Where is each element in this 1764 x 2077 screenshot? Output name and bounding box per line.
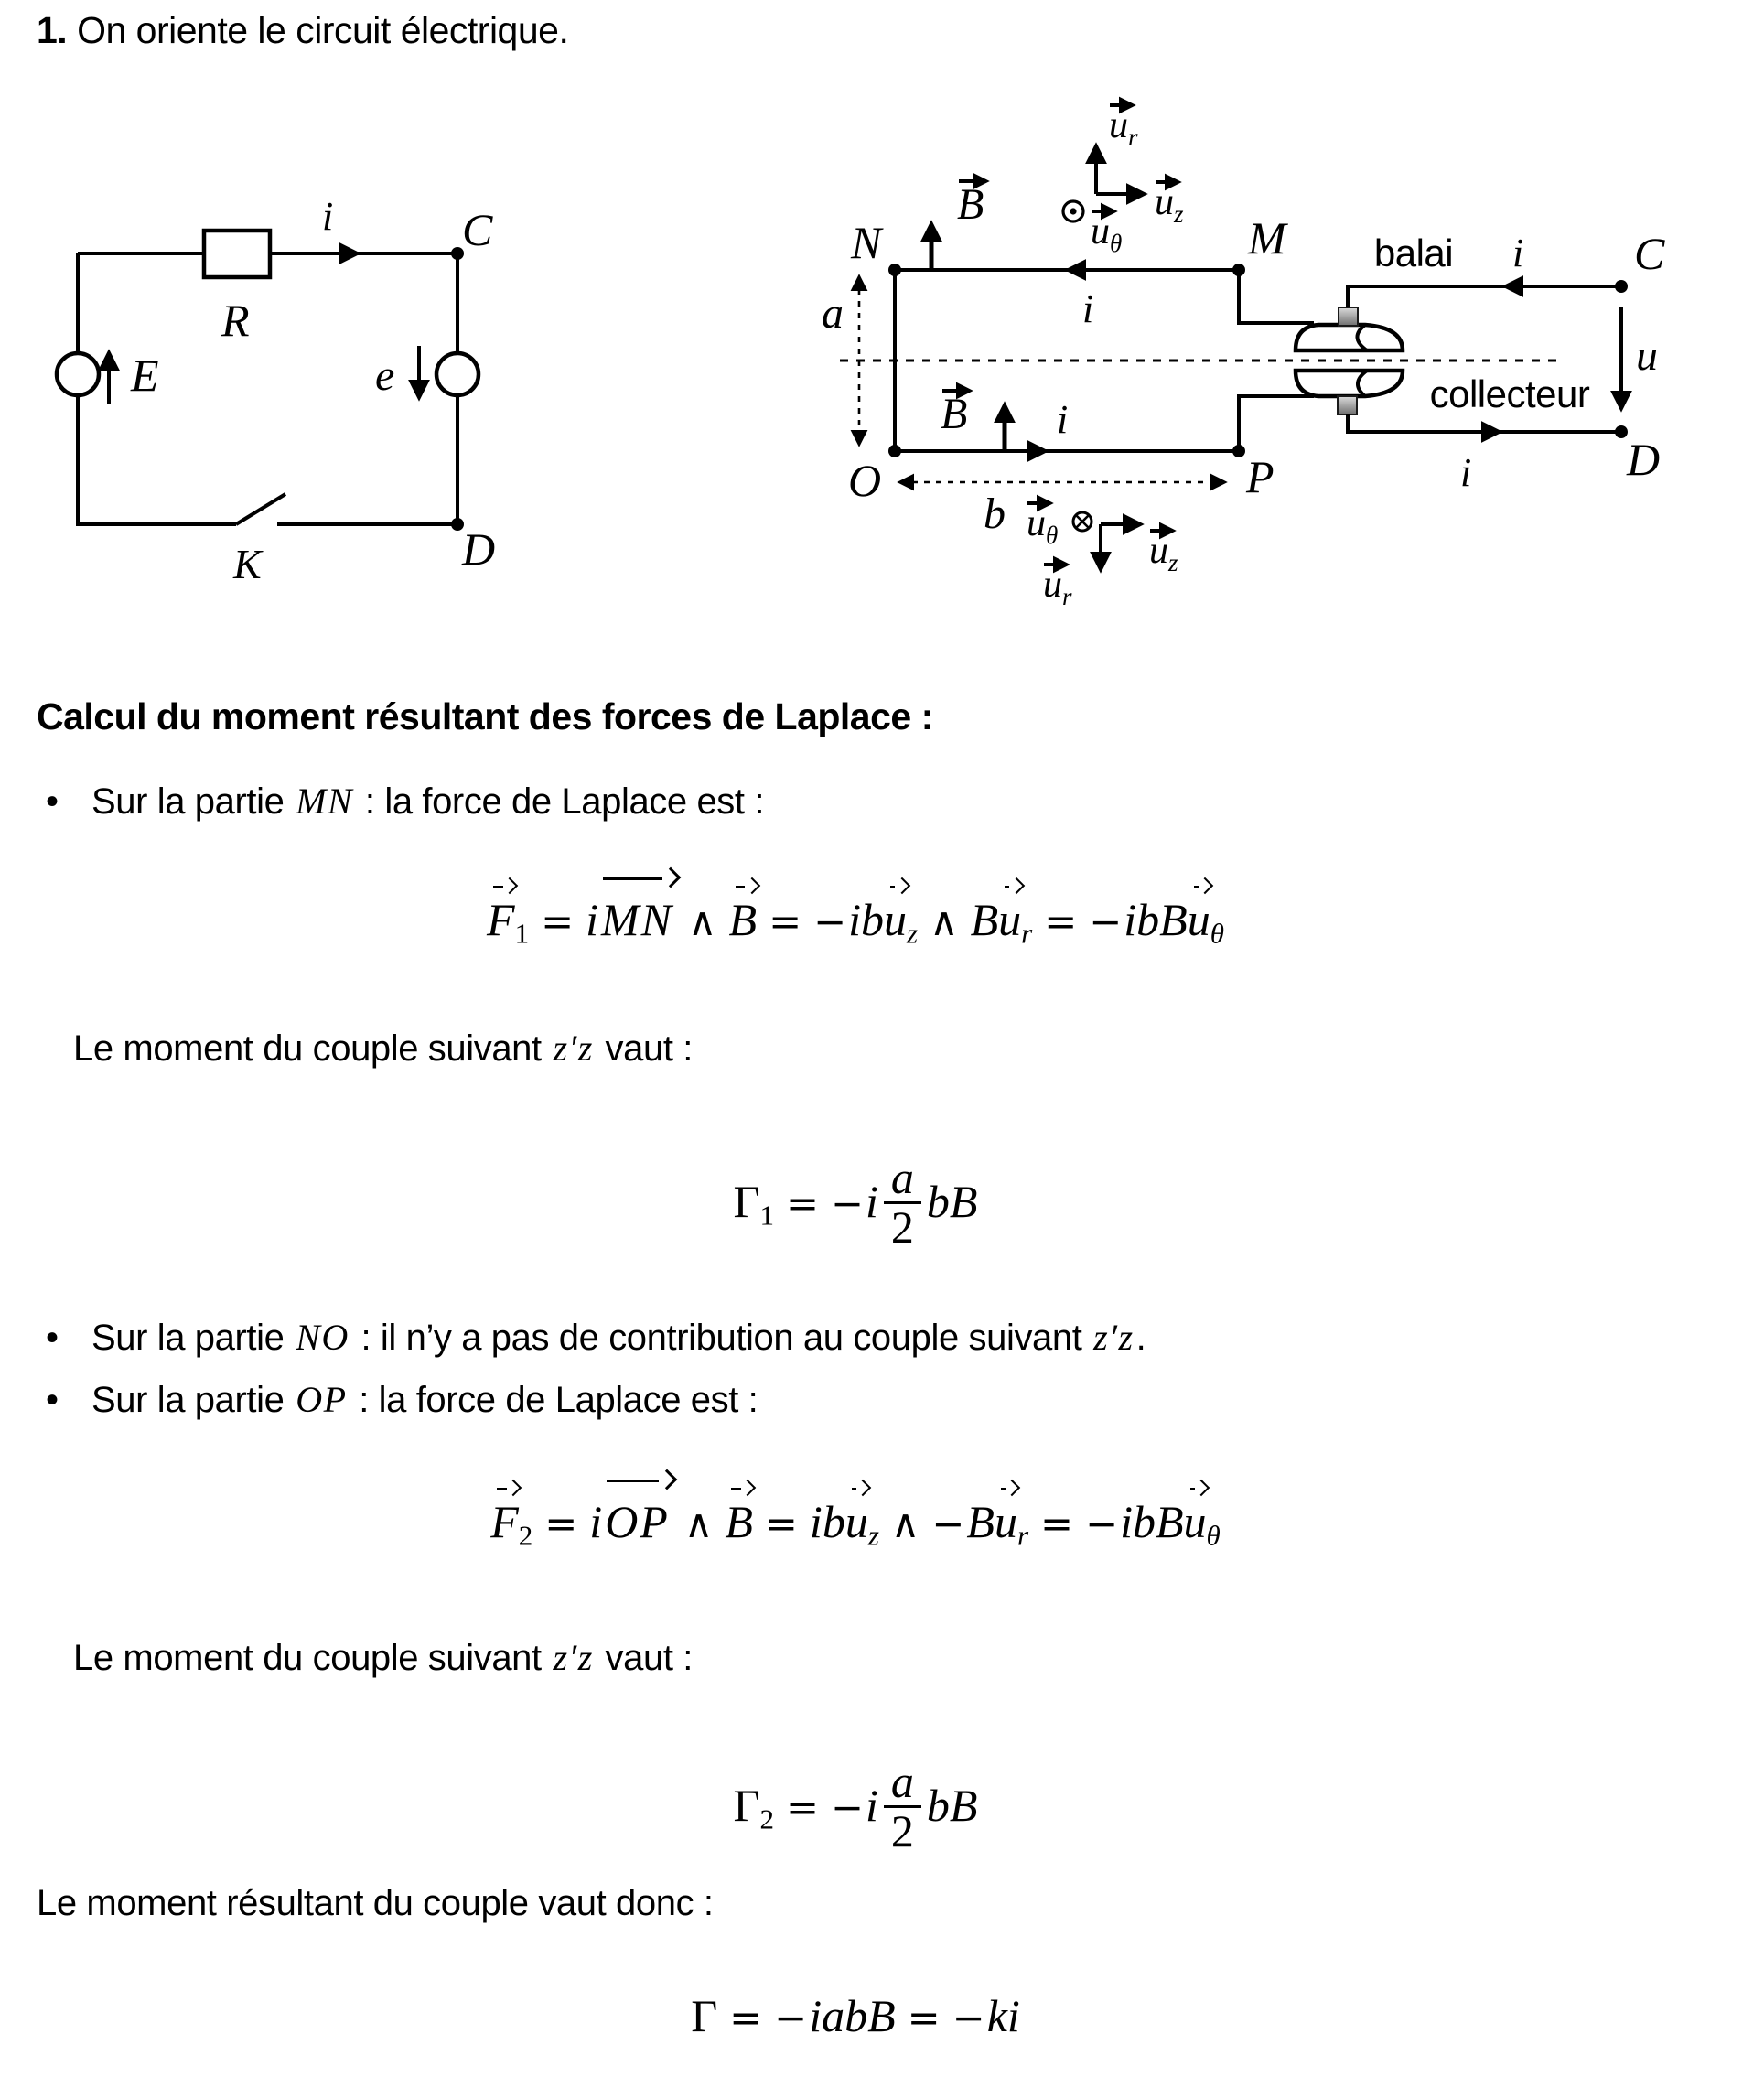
svg-text:uz: $u_z$: [1155, 181, 1184, 228]
math-token: $u_\theta$: [1187, 894, 1224, 950]
label-i-bottom: i: [1057, 397, 1069, 442]
math-token: $u_\theta$: [1183, 1496, 1221, 1552]
math-token: OP: [602, 1495, 672, 1548]
math-token: =: [729, 1996, 763, 2041]
para1-math: z′z: [553, 1028, 594, 1069]
label-i-collecteur: i: [1460, 450, 1472, 495]
math-token: B: [970, 894, 999, 945]
frame-bottom: [1073, 512, 1140, 569]
label-K: K: [233, 541, 262, 587]
math-token: −: [774, 1996, 808, 2041]
svg-text:uθ: $u_\theta$: [1091, 210, 1123, 257]
math-token: $\frac{a}{2}$: [884, 1155, 921, 1251]
math-token: ki: [986, 1990, 1020, 2041]
label-u: u: [1636, 331, 1658, 380]
math-token: =: [1040, 1501, 1074, 1547]
node-O: [888, 445, 901, 457]
bullet2-math2: z′z: [1093, 1317, 1135, 1358]
label-i-balai: i: [1512, 231, 1524, 275]
label-D: D: [462, 523, 496, 575]
item-number: 1.: [37, 9, 68, 51]
label-collecteur: collecteur: [1429, 372, 1590, 415]
math-token: $u_z$: [884, 894, 919, 950]
brush-top: [1339, 307, 1358, 326]
wire-collecteur-D: [1348, 414, 1621, 432]
wire-balai-C: [1348, 286, 1621, 307]
para1-pre: Le moment du couple suivant: [73, 1028, 552, 1069]
math-token: −: [813, 899, 847, 945]
title-text: On oriente le circuit électrique.: [67, 9, 569, 51]
math-token: −: [1089, 899, 1123, 945]
math-token: bB: [926, 1779, 978, 1831]
bullet-item-NO: [46, 1316, 1146, 1359]
section-heading: Calcul du moment résultant des forces de Laplace :: [37, 695, 933, 737]
utheta-label-bottom: [1027, 502, 1058, 549]
para-couple-1: [73, 1027, 693, 1070]
label-M: M: [1248, 212, 1286, 264]
label-E: E: [131, 350, 159, 401]
bullet-icon: •: [46, 1380, 59, 1420]
bullet1-pre: Sur la partie: [91, 781, 295, 822]
math-token: iabB: [809, 1990, 896, 2041]
svg-text:B: B: [957, 180, 984, 229]
formula-F2: [0, 1471, 1711, 1552]
wire-M-collector: [1239, 270, 1314, 323]
math-token: $u_r$: [998, 894, 1033, 950]
math-token: =: [769, 899, 802, 945]
math-token: =: [1044, 899, 1078, 945]
source-E: [57, 353, 99, 395]
bullet-item-OP: [46, 1378, 758, 1421]
node-D2: [1615, 425, 1628, 438]
label-R: R: [221, 295, 250, 346]
svg-text:uz: $u_z$: [1149, 530, 1178, 576]
label-a: a: [822, 289, 844, 338]
bullet-item-MN: [46, 780, 764, 823]
math-token: =: [764, 1501, 798, 1547]
math-token: =: [907, 1996, 941, 2041]
math-token: Γ: [691, 1990, 718, 2041]
otimes-icon: [1073, 512, 1092, 531]
label-N: N: [851, 217, 882, 268]
label-b: b: [984, 490, 1006, 538]
bullet3-post: : la force de Laplace est :: [349, 1380, 758, 1420]
circuit-diagram: [50, 178, 508, 599]
math-token: ibB: [1124, 894, 1188, 945]
para2-post: vaut :: [595, 1638, 693, 1678]
math-token: bB: [926, 1175, 978, 1227]
label-balai: balai: [1373, 231, 1454, 274]
node-C2: [1615, 280, 1628, 293]
node-P: [1232, 445, 1245, 457]
bullet2-end: .: [1135, 1318, 1146, 1358]
wire-P-collector: [1239, 396, 1314, 451]
brush-bottom: [1338, 396, 1357, 414]
math-token: ∧: [930, 899, 959, 945]
para1-post: vaut :: [595, 1028, 693, 1069]
bullet2-pre: Sur la partie: [91, 1318, 295, 1358]
math-token: ∧: [890, 1501, 920, 1547]
math-token: =: [785, 1784, 819, 1831]
math-token: ib: [809, 1496, 845, 1547]
math-token: i: [866, 1779, 878, 1831]
label-e: e: [375, 351, 395, 400]
math-token: ∧: [688, 899, 717, 945]
bullet2-math: NO: [296, 1317, 350, 1358]
math-token: $F_1$: [487, 894, 530, 950]
para2-math: z′z: [553, 1637, 594, 1678]
math-token: −: [952, 1996, 985, 2041]
bullet1-math: MN: [296, 780, 354, 822]
para-final: Le moment résultant du couple vaut donc :: [37, 1883, 714, 1923]
math-token: −: [830, 1784, 864, 1831]
math-token: i: [586, 894, 599, 945]
svg-text:B: B: [941, 390, 968, 438]
ur-label-bottom: [1043, 564, 1072, 610]
label-P: P: [1246, 451, 1275, 502]
formula-Gamma1: [0, 1135, 1711, 1254]
math-token: i: [589, 1496, 603, 1547]
math-token: =: [541, 899, 575, 945]
math-token: ∧: [683, 1501, 714, 1547]
math-token: $\Gamma_2$: [733, 1779, 774, 1835]
math-token: −: [931, 1501, 965, 1547]
para-couple-2: [73, 1636, 693, 1679]
node-N: [888, 264, 901, 276]
math-token: =: [544, 1501, 578, 1547]
math-token: ibB: [1120, 1496, 1184, 1547]
math-token: =: [785, 1180, 819, 1227]
switch-blade: [236, 494, 285, 524]
math-token: B: [725, 1496, 753, 1547]
label-D2: D: [1627, 434, 1661, 485]
para2-pre: Le moment du couple suivant: [73, 1638, 552, 1678]
math-token: $u_z$: [844, 1496, 879, 1552]
formula-F1: [0, 869, 1711, 950]
math-token: B: [728, 894, 758, 945]
math-token: $\Gamma_1$: [733, 1175, 774, 1232]
label-i: i: [322, 194, 334, 239]
resistor: [204, 231, 270, 277]
bullet-icon: •: [46, 1318, 59, 1358]
svg-text:ur: $u_r$: [1109, 104, 1138, 151]
label-C: C: [462, 204, 493, 255]
bullet3-pre: Sur la partie: [91, 1380, 295, 1420]
b-vector-label-bottom: [941, 390, 970, 438]
bullet-icon: •: [46, 781, 59, 822]
math-token: −: [830, 1180, 864, 1227]
svg-text:uθ: $u_\theta$: [1027, 502, 1059, 549]
formula-Gamma2: [0, 1738, 1711, 1858]
b-vector-label-top: [957, 180, 986, 229]
math-token: i: [866, 1175, 878, 1227]
bullet1-post: : la force de Laplace est :: [355, 781, 765, 822]
uz-label-bottom: [1149, 530, 1178, 576]
svg-text:ur: $u_r$: [1043, 564, 1072, 610]
source-e: [436, 353, 479, 395]
math-token: −: [1085, 1501, 1119, 1547]
bullet3-math: OP: [296, 1379, 348, 1420]
math-token: MN: [598, 893, 676, 946]
uz-label-top: [1155, 181, 1184, 228]
label-C2: C: [1634, 228, 1665, 279]
math-token: $\frac{a}{2}$: [884, 1759, 921, 1855]
node-M: [1232, 264, 1245, 276]
math-token: B: [966, 1496, 995, 1547]
ur-label-top: [1109, 104, 1138, 151]
utheta-label-top: [1091, 210, 1122, 257]
formula-Gamma: [0, 1965, 1711, 2042]
label-O: O: [848, 455, 882, 506]
math-token: $u_r$: [994, 1496, 1029, 1552]
rotor-diagram: [805, 78, 1674, 627]
bullet2-mid: : il n’y a pas de contribution au couple suivant: [350, 1318, 1092, 1358]
math-token: $F_2$: [490, 1496, 533, 1552]
page-title: [37, 9, 568, 52]
label-i-top: i: [1082, 286, 1094, 331]
math-token: ib: [848, 894, 885, 945]
